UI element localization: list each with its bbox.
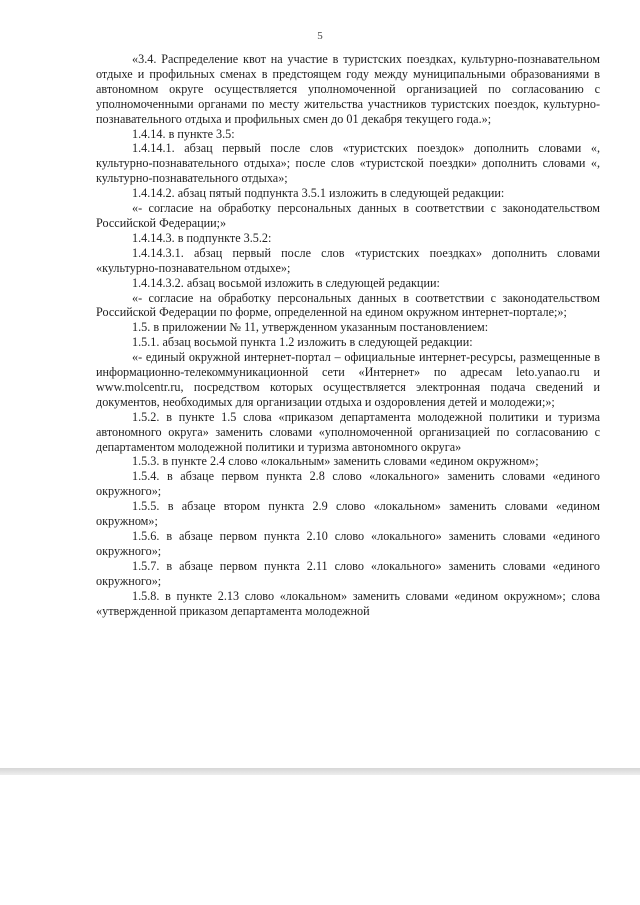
- paragraph: «- согласие на обработку персональных данных в соответствии с законодательством Российской Федерации по форме, определенной на едином окружном интернет-портале;»;: [96, 290, 600, 320]
- paragraph: «3.4. Распределение квот на участие в туристских поездках, культурно-познавательном отдыхе и профильных сменах в предстоящем году между муниципальными образованиями в автономном округе осуществляется уполномоченной организацией по согласованию с уполномоченными органами по месту жительства участников туристских поездок, культурно-познавательного отдыха и профильных смен до 01 декабря текущего года.»;: [96, 52, 600, 126]
- paragraph: 1.5.3. в пункте 2.4 слово «локальным» заменить словами «едином окружном»;: [132, 454, 539, 469]
- paragraph: 1.5.5. в абзаце втором пункта 2.9 слово «локальном» заменить словами «едином окружном»;: [96, 499, 600, 529]
- paragraph: «- согласие на обработку персональных данных в соответствии с законодательством Российской Федерации;»: [96, 201, 600, 230]
- page-number: 5: [317, 30, 323, 42]
- page-bottom-edge: [0, 768, 640, 775]
- document-body: [96, 52, 600, 618]
- paragraph: 1.4.14.2. абзац пятый подпункта 3.5.1 изложить в следующей редакции:: [132, 186, 505, 201]
- paragraph: 1.5.7. в абзаце первом пункта 2.11 слово «локального» заменить словами «единого окружного»;: [96, 558, 600, 588]
- paragraph: 1.4.14.1. абзац первый после слов «туристских поездок» дополнить словами «, культурно-познавательного отдыха»; после слов «туристской поездки» дополнить словами «, культурно-познавательного отдыха»;: [96, 141, 600, 186]
- paragraph: 1.5.4. в абзаце первом пункта 2.8 слово «локального» заменить словами «единого окружного»;: [96, 469, 600, 499]
- paragraph: 1.4.14. в пункте 3.5:: [132, 126, 235, 141]
- paragraph: 1.5.6. в абзаце первом пункта 2.10 слово «локального» заменить словами «единого окружного»;: [96, 529, 600, 558]
- paragraph: 1.4.14.3.2. абзац восьмой изложить в следующей редакции:: [132, 275, 440, 290]
- paragraph: 1.5.2. в пункте 1.5 слова «приказом департамента молодежной политики и туризма автономного округа» заменить словами «уполномоченной организацией по согласованию с департаментом молодежной политики и туризма автономного округа»: [96, 409, 600, 454]
- paragraph: «- единый окружной интернет-портал – официальные интернет-ресурсы, размещенные в информационно-телекоммуникационной сети «Интернет» по адресам leto.yanao.ru и www.molcentr.ru, посредством которых осуществляется электронная подача сведений и документов, необходимых для организации отдыха и оздоровления детей и молодежи;»;: [96, 350, 600, 409]
- paragraph: 1.5.8. в пункте 2.13 слово «локальном» заменить словами «едином окружном»; слова «утвержденной приказом департамента молодежной: [96, 588, 600, 618]
- paragraph: 1.4.14.3. в подпункте 3.5.2:: [132, 230, 272, 245]
- paragraph: 1.5.1. абзац восьмой пункта 1.2 изложить в следующей редакции:: [132, 335, 473, 350]
- paragraph: 1.4.14.3.1. абзац первый после слов «туристских поездках» дополнить словами «культурно-познавательном отдыхе»;: [96, 245, 600, 275]
- paragraph: 1.5. в приложении № 11, утвержденном указанным постановлением:: [132, 320, 489, 335]
